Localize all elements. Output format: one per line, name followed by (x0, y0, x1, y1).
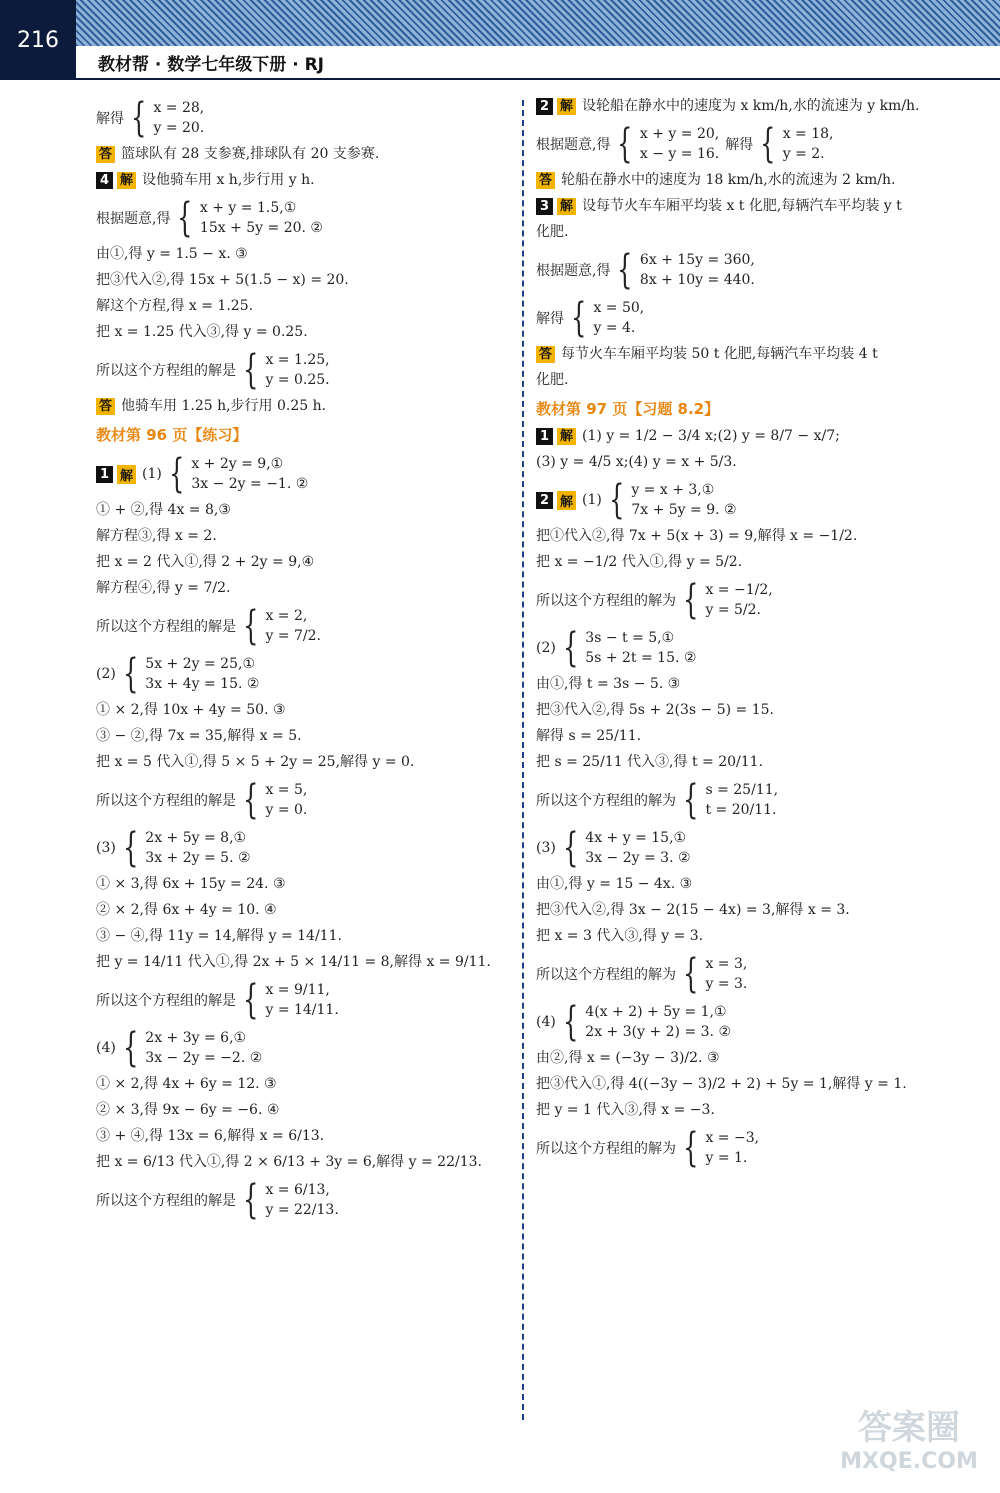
system-line (536, 247, 976, 293)
equation: 8x + 10y = 440. (639, 272, 755, 288)
equation: t = 20/11. (705, 802, 777, 818)
answer-label: 答 (96, 398, 115, 415)
text-line: 把 x = 1.25 代入③,得 y = 0.25. (96, 324, 308, 340)
text-line: 把③代入②,得 3x − 2(15 − 4x) = 3,解得 x = 3. (536, 902, 850, 918)
system-prefix: (1) (582, 492, 602, 508)
problem-text: 设他骑车用 x h,步行用 y h. (142, 172, 315, 188)
problem-line (536, 428, 976, 445)
equation: x + y = 1.5,① (199, 200, 297, 216)
equation-system (200, 198, 323, 238)
answer-text: 他骑车用 1.25 h,步行用 0.25 h. (121, 398, 327, 414)
problem-number: 1 (536, 428, 553, 445)
equation: 3x + 4y = 15. ② (145, 676, 260, 692)
equation-system (640, 124, 719, 164)
system-line (536, 951, 976, 997)
text-line: 把 y = 1 代入③,得 x = −3. (536, 1102, 715, 1118)
equation-system (145, 654, 259, 694)
equation-system (593, 298, 644, 338)
equation-system (631, 480, 736, 520)
problem-line (536, 198, 976, 215)
system-line (96, 977, 506, 1023)
equation: y = 5/2. (705, 602, 761, 618)
text-line: 把③代入②,得 15x + 5(1.5 − x) = 20. (96, 272, 349, 288)
text-line: 把 x = 2 代入①,得 2 + 2y = 9,④ (96, 554, 315, 570)
left-brace: { (760, 121, 776, 167)
equation: s = 25/11, (705, 782, 779, 798)
section-heading: 教材第 96 页【练习】 (96, 426, 248, 444)
equation: y = 20. (153, 120, 205, 136)
system-line (536, 121, 976, 167)
left-brace: { (168, 451, 185, 497)
equation: x + 2y = 9,① (191, 456, 284, 472)
text-line: 由①,得 t = 3s − 5. ③ (536, 676, 681, 692)
solution-label: 解 (117, 465, 136, 484)
left-brace: { (122, 651, 139, 697)
system-prefix: 所以这个方程组的解是 (96, 793, 236, 809)
answer-text: 每节火车车厢平均装 50 t 化肥,每辆汽车平均装 4 t (561, 346, 878, 362)
equation: y = 14/11. (265, 1002, 339, 1018)
left-brace: { (683, 577, 699, 623)
left-brace: { (562, 625, 579, 671)
watermark (824, 1400, 994, 1488)
equation: 3x − 2y = 3. ② (585, 850, 691, 866)
equation: 2x + 3(y + 2) = 3. ② (585, 1024, 731, 1040)
header-rule (76, 78, 1000, 80)
text-line: 把③代入②,得 5s + 2(3s − 5) = 15. (536, 702, 774, 718)
text-line: 把 x = 3 代入③,得 y = 3. (536, 928, 704, 944)
solution-label: 解 (557, 428, 576, 445)
equation: y = 0. (265, 802, 308, 818)
equation-system (265, 780, 307, 820)
equation: x = 50, (593, 300, 645, 316)
equation: x = 6/13, (265, 1182, 330, 1198)
text-line: 由①,得 y = 1.5 − x. ③ (96, 246, 248, 262)
system-line (96, 825, 506, 871)
system-prefix: 所以这个方程组的解为 (536, 967, 676, 983)
equation: x = 1.25, (265, 352, 330, 368)
equation-system (145, 1028, 262, 1068)
system-line (96, 651, 506, 697)
problem-number: 2 (536, 98, 553, 115)
system-line (536, 825, 976, 871)
equation: x = 5, (265, 782, 308, 798)
problem-number: 4 (96, 172, 113, 189)
equation-system (191, 454, 308, 494)
left-brace: { (617, 121, 633, 167)
text-line: 把 x = 5 代入①,得 5 × 5 + 2y = 25,解得 y = 0. (96, 754, 415, 770)
watermark-url: MXQE.COM (840, 1449, 978, 1474)
text-line: 把 y = 14/11 代入①,得 2x + 5 × 14/11 = 8,解得 x = 9/11. (96, 954, 491, 970)
text-line: 把 x = −1/2 代入①,得 y = 5/2. (536, 554, 743, 570)
left-brace: { (608, 477, 625, 523)
equation: y = 3. (705, 976, 748, 992)
answer-label: 答 (96, 146, 115, 163)
text-line: ③ + ④,得 13x = 6,解得 x = 6/13. (96, 1128, 325, 1144)
system-line (536, 295, 976, 341)
system-prefix: 根据题意,得 (536, 263, 611, 279)
system-line (96, 777, 506, 823)
text-line: 解方程③,得 x = 2. (96, 528, 217, 544)
text-line: ③ − ②,得 7x = 35,解得 x = 5. (96, 728, 302, 744)
answer-line (536, 172, 976, 189)
system-line (96, 451, 506, 497)
left-brace: { (243, 977, 259, 1023)
system-line (536, 777, 976, 823)
answer-text: 篮球队有 28 支参赛,排球队有 20 支参赛. (121, 146, 380, 162)
answer-text: 轮船在静水中的速度为 18 km/h,水的流速为 2 km/h. (561, 172, 896, 188)
text-line: 由②,得 x = (−3y − 3)/2. ③ (536, 1050, 720, 1066)
system-line (536, 625, 976, 671)
answer-line (96, 146, 506, 163)
solution-label: 解 (557, 198, 576, 215)
left-brace: { (122, 1025, 139, 1071)
text-line: ① × 3,得 6x + 15y = 24. ③ (96, 876, 286, 892)
left-brace: { (683, 951, 699, 997)
problem-text: 设每节火车车厢平均装 x t 化肥,每辆汽车平均装 y t (582, 198, 902, 214)
equation: y = 1. (705, 1150, 748, 1166)
equation: 7x + 5y = 9. ② (631, 502, 737, 518)
equation: 3s − t = 5,① (585, 630, 675, 646)
equation-system (705, 954, 747, 994)
page-number: 216 (0, 0, 76, 80)
equation: 2x + 5y = 8,① (145, 830, 247, 846)
system-prefix: (4) (536, 1014, 556, 1030)
text-line: ① + ②,得 4x = 8,③ (96, 502, 231, 518)
system-prefix: (4) (96, 1040, 116, 1056)
system-prefix: 根据题意,得 (536, 137, 611, 153)
system-prefix: 解得 (96, 111, 124, 127)
solution-label: 解 (557, 98, 576, 115)
equation: y = 4. (593, 320, 636, 336)
equation: 3x + 2y = 5. ② (145, 850, 251, 866)
column-divider (522, 100, 524, 1420)
left-brace: { (177, 195, 193, 241)
solution-label: 解 (557, 491, 576, 510)
system-line (96, 347, 506, 393)
equation: x − y = 16. (639, 146, 720, 162)
text-line: 解方程④,得 y = 7/2. (96, 580, 231, 596)
equation-system (265, 1180, 338, 1220)
left-brace: { (562, 999, 579, 1045)
equation: y = 2. (782, 146, 825, 162)
system-line (536, 577, 976, 623)
text-line: (3) y = 4/5 x;(4) y = x + 5/3. (536, 454, 737, 470)
equation-system (705, 580, 772, 620)
left-brace: { (131, 95, 147, 141)
equation: y = 7/2. (265, 628, 321, 644)
system-prefix: 所以这个方程组的解是 (96, 363, 236, 379)
system-prefix: 所以这个方程组的解为 (536, 793, 676, 809)
equation: 4(x + 2) + 5y = 1,① (585, 1004, 727, 1020)
system-prefix: 所以这个方程组的解是 (96, 993, 236, 1009)
equation-system (783, 124, 834, 164)
answer-line (536, 346, 976, 363)
equation: 2x + 3y = 6,① (145, 1030, 247, 1046)
left-brace: { (571, 295, 587, 341)
equation: 5x + 2y = 25,① (145, 656, 255, 672)
text-line: ② × 3,得 9x − 6y = −6. ④ (96, 1102, 280, 1118)
problem-number: 2 (536, 492, 553, 509)
equation: y = 22/13. (265, 1202, 339, 1218)
book-title: 教材帮 · 数学七年级下册 · RJ (98, 55, 325, 75)
text-line: 把 s = 25/11 代入③,得 t = 20/11. (536, 754, 764, 770)
problem-line (96, 172, 506, 189)
text-line: 解得 s = 25/11. (536, 728, 642, 744)
right-column (536, 98, 976, 1176)
answer-label: 答 (536, 346, 555, 363)
system-prefix: 根据题意,得 (96, 211, 171, 227)
equation-system (640, 250, 755, 290)
problem-number: 1 (96, 466, 113, 483)
text-line: 把③代入①,得 4((−3y − 3)/2 + 2) + 5y = 1,解得 y = 1. (536, 1076, 907, 1092)
system-line (536, 999, 976, 1045)
system-mid: 解得 (725, 137, 754, 153)
left-brace: { (562, 825, 579, 871)
system-prefix: 所以这个方程组的解是 (96, 619, 236, 635)
system-prefix: (1) (142, 466, 162, 482)
equation-system (145, 828, 250, 868)
equation-system (585, 828, 690, 868)
equation: x = 3, (705, 956, 748, 972)
left-brace: { (243, 1177, 259, 1223)
system-line (96, 195, 506, 241)
answer-line (96, 398, 506, 415)
watermark-logo: 答案圈 (858, 1408, 960, 1448)
equation: y = x + 3,① (631, 482, 715, 498)
equation: x = 9/11, (265, 982, 330, 998)
system-line (96, 95, 506, 141)
left-brace: { (243, 347, 259, 393)
system-line (96, 1025, 506, 1071)
text-line: 化肥. (536, 224, 569, 240)
problem-number: 3 (536, 198, 553, 215)
equation-system (585, 628, 696, 668)
text-line: ① × 2,得 4x + 6y = 12. ③ (96, 1076, 277, 1092)
text-line: 把①代入②,得 7x + 5(x + 3) = 9,解得 x = −1/2. (536, 528, 858, 544)
problem-text: (1) y = 1/2 − 3/4 x;(2) y = 8/7 − x/7; (582, 428, 840, 444)
system-prefix: (2) (96, 666, 116, 682)
equation: 3x − 2y = −2. ② (145, 1050, 263, 1066)
text-line: 化肥. (536, 372, 569, 388)
system-prefix: (3) (536, 840, 556, 856)
equation: 4x + y = 15,① (585, 830, 687, 846)
system-prefix: 所以这个方程组的解为 (536, 593, 676, 609)
answer-label: 答 (536, 172, 555, 189)
equation: 3x − 2y = −1. ② (191, 476, 309, 492)
text-line: 由①,得 y = 15 − 4x. ③ (536, 876, 693, 892)
equation: x = −3, (705, 1130, 760, 1146)
equation: x = 18, (782, 126, 834, 142)
equation-system (705, 1128, 759, 1168)
equation-system (265, 350, 329, 390)
text-line: 把 x = 6/13 代入①,得 2 × 6/13 + 3y = 6,解得 y = 22/13. (96, 1154, 482, 1170)
left-brace: { (122, 825, 139, 871)
equation: x + y = 20, (639, 126, 720, 142)
section-heading: 教材第 97 页【习题 8.2】 (536, 400, 720, 418)
equation: x = 28, (153, 100, 205, 116)
left-column (96, 95, 506, 1228)
left-brace: { (683, 1125, 699, 1171)
equation: 5s + 2t = 15. ② (585, 650, 697, 666)
system-prefix: 所以这个方程组的解是 (96, 1193, 236, 1209)
left-brace: { (683, 777, 699, 823)
header-hatch-band (76, 0, 1000, 46)
text-line: ③ − ④,得 11y = 14,解得 y = 14/11. (96, 928, 342, 944)
equation: y = 0.25. (265, 372, 330, 388)
left-brace: { (617, 247, 633, 293)
system-prefix: 所以这个方程组的解为 (536, 1141, 676, 1157)
system-line (536, 477, 976, 523)
system-line (536, 1125, 976, 1171)
problem-text: 设轮船在静水中的速度为 x km/h,水的流速为 y km/h. (582, 98, 920, 114)
equation-system (585, 1002, 731, 1042)
left-brace: { (243, 603, 259, 649)
problem-line (536, 98, 976, 115)
equation-system (265, 606, 321, 646)
system-line (96, 603, 506, 649)
text-line: ① × 2,得 10x + 4y = 50. ③ (96, 702, 286, 718)
system-prefix: 解得 (536, 311, 564, 327)
system-prefix: (2) (536, 640, 556, 656)
equation-system (265, 980, 338, 1020)
equation: 15x + 5y = 20. ② (199, 220, 323, 236)
equation-system (153, 98, 204, 138)
equation: x = −1/2, (705, 582, 773, 598)
equation-system (705, 780, 778, 820)
page-header (0, 0, 1000, 80)
equation: x = 2, (265, 608, 308, 624)
system-line (96, 1177, 506, 1223)
text-line: ② × 2,得 6x + 4y = 10. ④ (96, 902, 277, 918)
solution-label: 解 (117, 172, 136, 189)
equation: 6x + 15y = 360, (639, 252, 755, 268)
text-line: 解这个方程,得 x = 1.25. (96, 298, 254, 314)
system-prefix: (3) (96, 840, 116, 856)
left-brace: { (243, 777, 259, 823)
